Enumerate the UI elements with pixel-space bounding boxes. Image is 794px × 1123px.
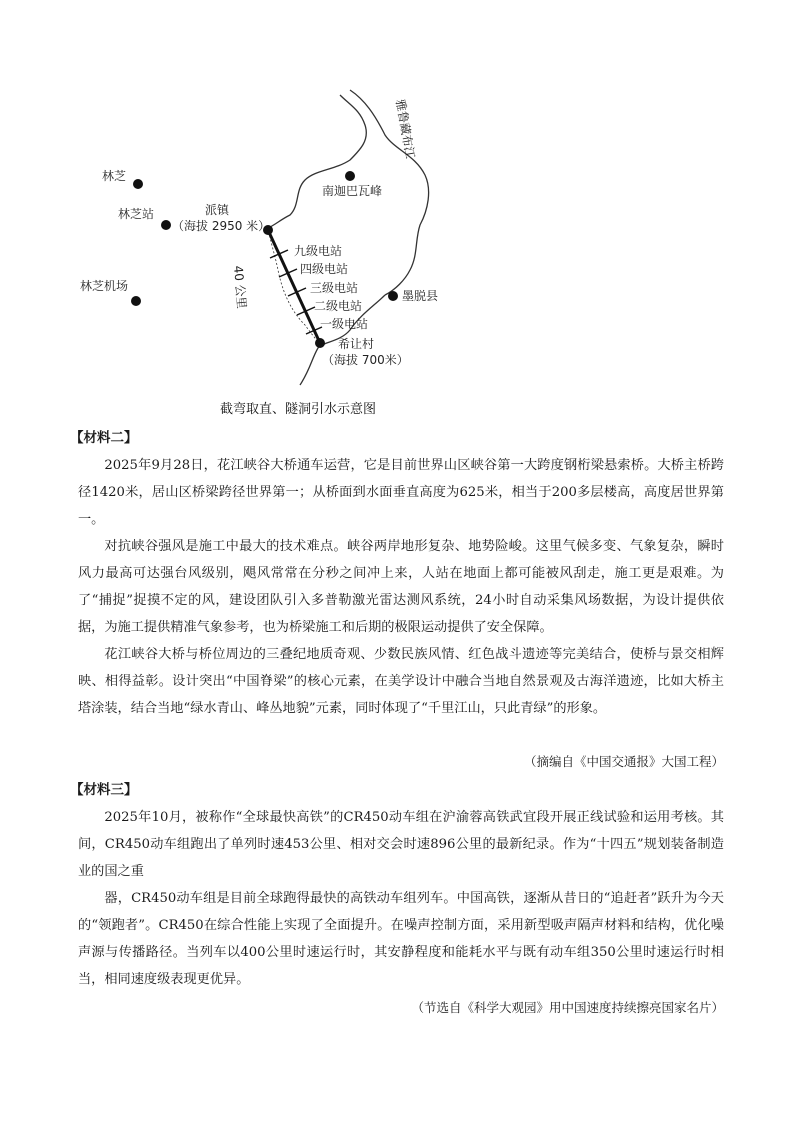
motuo-label: 墨脱县 <box>402 289 439 303</box>
station-label: 九级电站 <box>294 244 343 258</box>
map-caption: 截弯取直、隧洞引水示意图 <box>220 402 377 417</box>
map-figure <box>60 80 520 420</box>
material3-paragraph: 器，CR450动车组是目前全球跑得最快的高铁动车组列车。中国高铁，逐渐从昔日的“追赶者”跃升为今天的“领跑者”。CR450在综合性能上实现了全面提升。在噪声控制方面，采用新型吸声隔声材料和结构，优化噪声源与传播路径。当列车以400公里时速运行时，其安静程度和能耗水平与既有动车组350公里时速运行时相当，相同速度级表现更优异。 <box>78 891 724 987</box>
river-label: 雅鲁藏布江 <box>393 98 418 160</box>
distance-label: 40 公里 <box>231 265 249 310</box>
linzhi-label: 林芝 <box>102 169 127 183</box>
linzhi-station-label: 林芝站 <box>118 207 155 221</box>
material2-paragraph: 对抗峡谷强风是施工中最大的技术难点。峡谷两岸地形复杂、地势险峻。这里气候多变、气象复杂，瞬时风力最高可达强台风级别，飓风常常在分秒之间冲上来，人站在地面上都可能被风刮走，施工更是艰难。为了“捕捉”捉摸不定的风，建设团队引入多普勒激光雷达测风系统，24小时自动采集风场数据，为设计提供依据，为施工提供精准气象参考，也为桥梁施工和后期的极限运动提供了安全保障。 <box>78 539 724 635</box>
material3-source: （节选自《科学大观园》用中国速度持续擦亮国家名片） <box>411 1000 724 1015</box>
xirang-dot <box>315 338 325 348</box>
material2-heading: 【材料二】 <box>70 430 138 446</box>
river-line <box>268 95 366 228</box>
paizhen-altitude: （海拔 2950 米） <box>172 219 271 233</box>
material2-paragraph: 花江峡谷大桥与桥位周边的三叠纪地质奇观、少数民族风情、红色战斗遗迹等完美结合，使桥与景交相辉映、相得益彰。设计突出“中国脊梁”的核心元素，在美学设计中融合当地自然景观及古海洋遗迹，比如大桥主塔涂装，结合当地“绿水青山、峰丛地貌”元素，同时体现了“千里江山，只此青绿”的形象。 <box>78 647 724 716</box>
material2-body <box>78 452 724 722</box>
station-label: 二级电站 <box>314 299 363 313</box>
linzhi-airport-label: 林芝机场 <box>80 279 129 293</box>
linzhi-airport-dot <box>131 296 141 306</box>
paizhen-label: 派镇 <box>205 203 230 217</box>
material3-heading: 【材料三】 <box>70 782 138 798</box>
station-label: 一级电站 <box>320 317 369 331</box>
station-label: 四级电站 <box>300 262 349 276</box>
material2-paragraph: 2025年9月28日，花江峡谷大桥通车运营，它是目前世界山区峡谷第一大跨度钢桁梁悬索桥。大桥主桥跨径1420米，居山区桥梁跨径世界第一；从桥面到水面垂直高度为625米，相当于200多层楼高，高度居世界第一。 <box>78 458 724 527</box>
namjagbarwa-dot <box>345 171 355 181</box>
linzhi-station-dot <box>161 220 171 230</box>
motuo-dot <box>388 291 398 301</box>
xirang-label: 希让村 <box>338 337 375 351</box>
material3-body <box>78 804 724 993</box>
station-label: 三级电站 <box>310 281 359 295</box>
xirang-altitude: （海拔 700米） <box>322 353 409 367</box>
namjagbarwa-label: 南迦巴瓦峰 <box>322 184 383 198</box>
material2-source: （摘编自《中国交通报》大国工程） <box>523 754 724 769</box>
material3-paragraph: 2025年10月，被称作“全球最快高铁”的CR450动车组在沪渝蓉高铁武宜段开展正线试验和运用考核。其间，CR450动车组跑出了单列时速453公里、相对交会时速896公里的最新纪录。作为“十四五”规划装备制造业的国之重 <box>78 810 724 879</box>
linzhi-dot <box>133 179 143 189</box>
